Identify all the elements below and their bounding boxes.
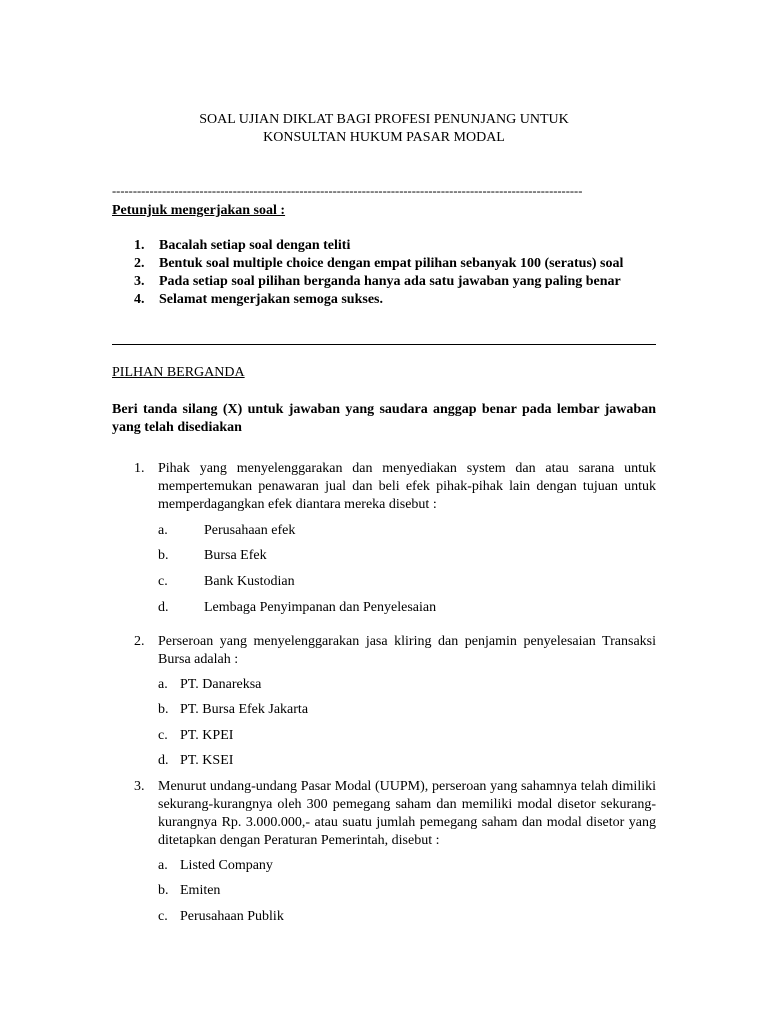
option-text: Lembaga Penyimpanan dan Penyelesaian bbox=[204, 600, 437, 615]
instruction-text: Selamat mengerjakan semoga sukses. bbox=[159, 292, 383, 307]
horizontal-rule bbox=[112, 344, 656, 345]
dashed-separator: ----------------------------------------------------------------------------------------------------------------- bbox=[112, 184, 583, 198]
document-title bbox=[112, 111, 656, 147]
option-text: Listed Company bbox=[180, 858, 273, 873]
question-text: Pihak yang menyelenggarakan dan menyediakan system dan atau sarana untuk mempertemukan penawaran jual dan beli efek pihak-pihak lain dengan tujuan untuk memperdagangkan efek diantara mereka disebut : bbox=[158, 461, 656, 512]
question-text: Menurut undang-undang Pasar Modal (UUPM), perseroan yang sahamnya telah dimiliki sekurang-kurangnya oleh 300 pemegang saham dan memiliki modal disetor sekurang-kurangnya Rp. 3.000.000,- atau suatu jumlah pemegang saham dan modal disetor yang ditetapkan dengan Peraturan Pemerintah, disebut : bbox=[158, 779, 656, 848]
option-label: b. bbox=[158, 548, 169, 563]
question-1 bbox=[112, 460, 656, 514]
option-text: Bank Kustodian bbox=[204, 574, 295, 589]
option-label: b. bbox=[158, 702, 169, 717]
instructions-heading: Petunjuk mengerjakan soal : bbox=[112, 203, 286, 218]
title-line-2: KONSULTAN HUKUM PASAR MODAL bbox=[263, 130, 505, 145]
instruction-item bbox=[112, 255, 656, 273]
option-label: a. bbox=[158, 523, 168, 538]
option-text: PT. KSEI bbox=[180, 753, 234, 768]
instruction-number: 4. bbox=[134, 292, 145, 307]
option-label: b. bbox=[158, 883, 169, 898]
instructions-list bbox=[112, 237, 656, 309]
instruction-text: Pada setiap soal pilihan berganda hanya ada satu jawaban yang paling benar bbox=[159, 274, 621, 289]
option-text: Perusahaan Publik bbox=[180, 909, 284, 924]
option-label: a. bbox=[158, 677, 168, 692]
option-label: a. bbox=[158, 858, 168, 873]
question-2 bbox=[112, 633, 656, 669]
question-number: 3. bbox=[134, 779, 145, 794]
instruction-number: 3. bbox=[134, 274, 145, 289]
option-label: c. bbox=[158, 909, 168, 924]
option-text: PT. KPEI bbox=[180, 728, 234, 743]
instruction-item bbox=[112, 237, 656, 255]
option-text: Perusahaan efek bbox=[204, 523, 296, 538]
option-text: Bursa Efek bbox=[204, 548, 267, 563]
title-line-1: SOAL UJIAN DIKLAT BAGI PROFESI PENUNJANG UNTUK bbox=[199, 112, 569, 127]
question-number: 1. bbox=[134, 461, 145, 476]
section-heading: PILHAN BERGANDA bbox=[112, 365, 245, 380]
instruction-item bbox=[112, 273, 656, 291]
instruction-number: 2. bbox=[134, 256, 145, 271]
instruction-number: 1. bbox=[134, 238, 145, 253]
question-3 bbox=[112, 778, 656, 850]
option-label: d. bbox=[158, 753, 169, 768]
option-label: c. bbox=[158, 574, 168, 589]
option-text: PT. Danareksa bbox=[180, 677, 262, 692]
option-text: Emiten bbox=[180, 883, 221, 898]
question-text: Perseroan yang menyelenggarakan jasa kliring dan penjamin penyelesaian Transaksi Bursa adalah : bbox=[158, 634, 656, 667]
section-directive: Beri tanda silang (X) untuk jawaban yang saudara anggap benar pada lembar jawaban yang telah disediakan bbox=[112, 402, 656, 435]
question-number: 2. bbox=[134, 634, 145, 649]
instruction-item bbox=[112, 291, 656, 309]
option-label: c. bbox=[158, 728, 168, 743]
option-text: PT. Bursa Efek Jakarta bbox=[180, 702, 309, 717]
option-label: d. bbox=[158, 600, 169, 615]
instruction-text: Bentuk soal multiple choice dengan empat pilihan sebanyak 100 (seratus) soal bbox=[159, 256, 624, 271]
instruction-text: Bacalah setiap soal dengan teliti bbox=[159, 238, 351, 253]
